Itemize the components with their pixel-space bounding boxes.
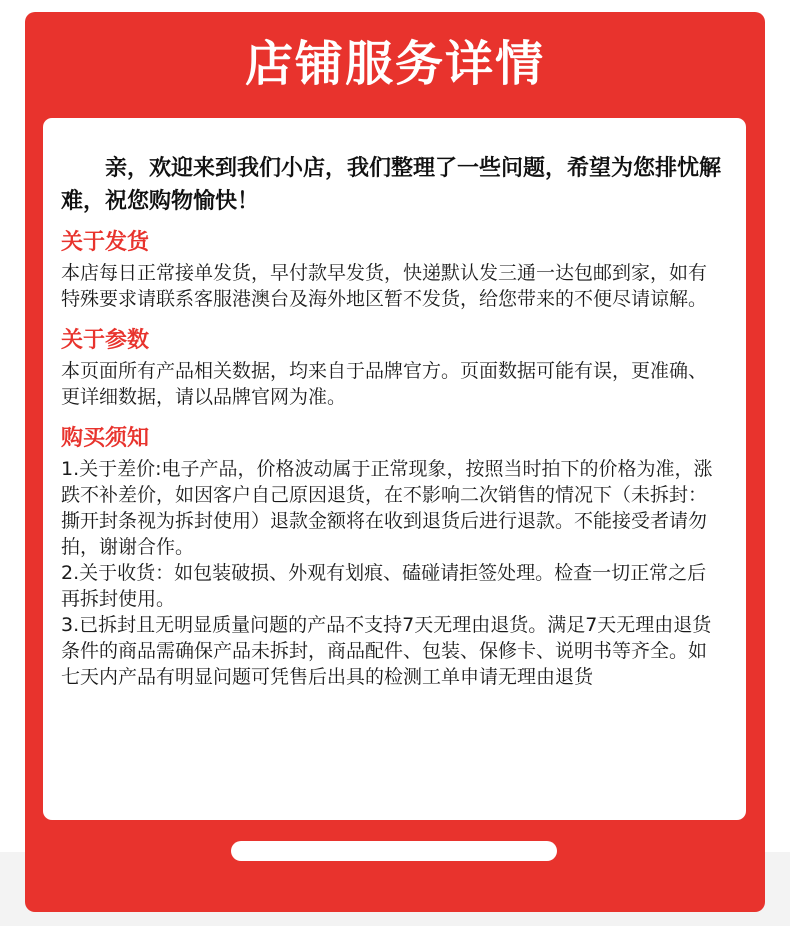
purchase-notice-section (61, 424, 724, 690)
shipping-text: 本店每日正常接单发货，早付款早发货，快递默认发三通一达包邮到家，如有特殊要求请联系客服港澳台及海外地区暂不发货，给您带来的不便尽请谅解。 (61, 262, 708, 310)
notice-item-returns: 3.已拆封且无明显质量问题的产品不支持7天无理由退货。满足7天无理由退货条件的商品需确保产品未拆封，商品配件、包装、保修卡、说明书等齐全。如七天内产品有明显问题可凭售后出具的检测工单申请无理由退货 (61, 614, 712, 688)
parameters-text: 本页面所有产品相关数据，均来自于品牌官方。页面数据可能有误，更准确、更详细数据，请以品牌官网为准。 (61, 360, 708, 408)
bottom-pill-bar (231, 841, 557, 861)
shipping-section (61, 228, 724, 312)
parameters-section (61, 326, 724, 410)
greeting-text: 亲，欢迎来到我们小店，我们整理了一些问题，希望为您排忧解难，祝您购物愉快！ (61, 156, 722, 214)
notice-item-receiving: 2.关于收货：如包装破损、外观有划痕、磕碰请拒签处理。检查一切正常之后再拆封使用。 (61, 562, 707, 610)
page-title: 店铺服务详情 (244, 36, 545, 92)
service-details-panel (25, 12, 765, 912)
content-card (43, 118, 746, 820)
shipping-heading: 关于发货 (61, 230, 150, 255)
notice-item-price-difference: 1.关于差价:电子产品，价格波动属于正常现象，按照当时拍下的价格为准，涨跌不补差价，如因客户自己原因退货，在不影响二次销售的情况下（未拆封：撕开封条视为拆封使用）退款金额将在收到退货后进行退款。不能接受者请勿拍，谢谢合作。 (61, 458, 713, 558)
purchase-notice-heading: 购买须知 (61, 426, 150, 451)
parameters-heading: 关于参数 (61, 328, 150, 353)
